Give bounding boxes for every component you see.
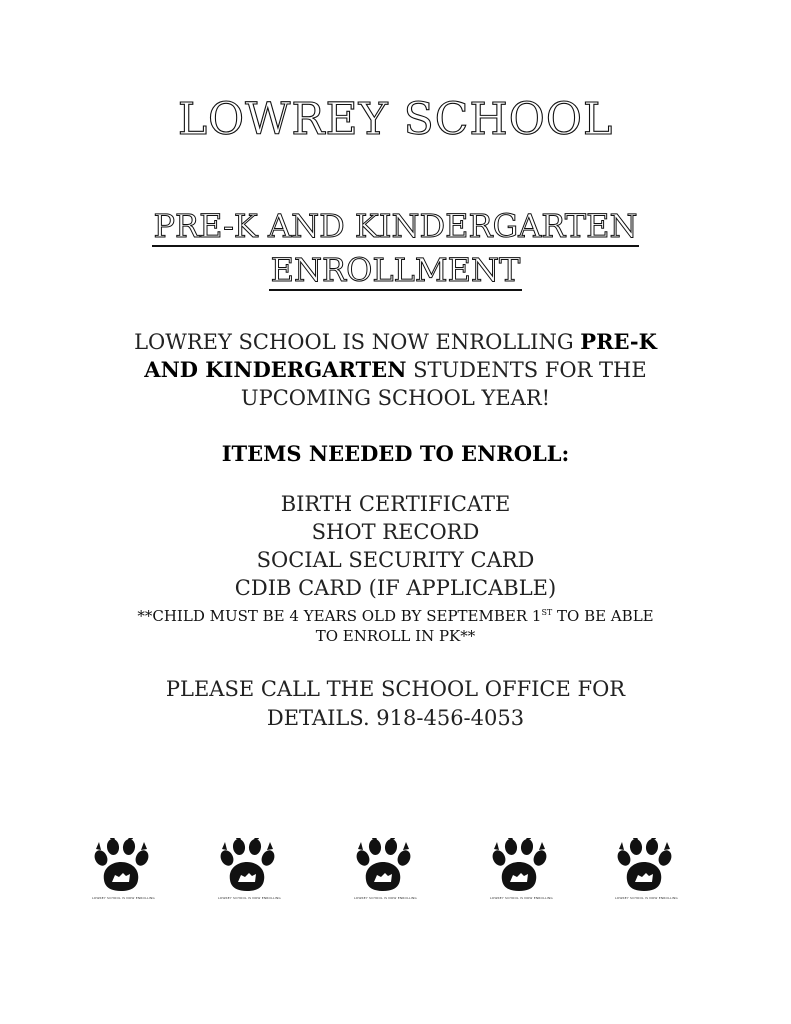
note-text-2: TO BE ABLE [552, 607, 654, 625]
intro-text-1: LOWREY SCHOOL IS NOW ENROLLING [134, 330, 581, 354]
paw-svg [615, 838, 675, 894]
note-text-1: **CHILD MUST BE 4 YEARS OLD BY SEPTEMBER 1 [137, 607, 542, 625]
list-item: SOCIAL SECURITY CARD [256, 548, 535, 572]
paw-svg [490, 838, 550, 894]
intro-paragraph [0, 328, 791, 412]
intro-bold-2: AND KINDERGARTEN [144, 357, 407, 382]
items-list [0, 490, 791, 602]
list-item: CDIB CARD (IF APPLICABLE) [234, 576, 557, 600]
paw-svg [218, 838, 278, 894]
age-requirement-note [0, 603, 791, 646]
page-title: LOWREY SCHOOL [177, 94, 614, 145]
intro-bold-1: PRE-K [580, 329, 657, 354]
call-line-1: PLEASE CALL THE SCHOOL OFFICE FOR [165, 677, 626, 701]
paw-print-icon [615, 838, 678, 908]
paw-print-icon [218, 838, 281, 908]
subtitle-line-1: PRE-K AND KINDERGARTEN [153, 207, 638, 245]
items-heading: ITEMS NEEDED TO ENROLL: [221, 441, 570, 466]
paw-print-icon [490, 838, 553, 908]
paw-caption: LOWREY SCHOOL IS NOW ENROLLING [218, 896, 281, 900]
paw-caption: LOWREY SCHOOL IS NOW ENROLLING [92, 896, 155, 900]
call-line-2: DETAILS. 918-456-4053 [266, 706, 525, 730]
intro-text-3: UPCOMING SCHOOL YEAR! [240, 386, 551, 410]
paw-print-icon [92, 838, 155, 908]
paw-svg [92, 838, 152, 894]
contact-info [0, 675, 791, 733]
paw-print-icon [354, 838, 417, 908]
paw-svg [354, 838, 414, 894]
subtitle [0, 204, 791, 292]
subtitle-line-2: ENROLLMENT [270, 251, 521, 289]
paw-caption: LOWREY SCHOOL IS NOW ENROLLING [615, 896, 678, 900]
list-item: BIRTH CERTIFICATE [280, 492, 511, 516]
list-item: SHOT RECORD [311, 520, 480, 544]
paw-caption: LOWREY SCHOOL IS NOW ENROLLING [490, 896, 553, 900]
note-line-2: TO ENROLL IN PK** [315, 627, 476, 645]
intro-text-2: STUDENTS FOR THE [406, 358, 647, 382]
paw-caption: LOWREY SCHOOL IS NOW ENROLLING [354, 896, 417, 900]
note-superscript: ST [541, 608, 553, 617]
